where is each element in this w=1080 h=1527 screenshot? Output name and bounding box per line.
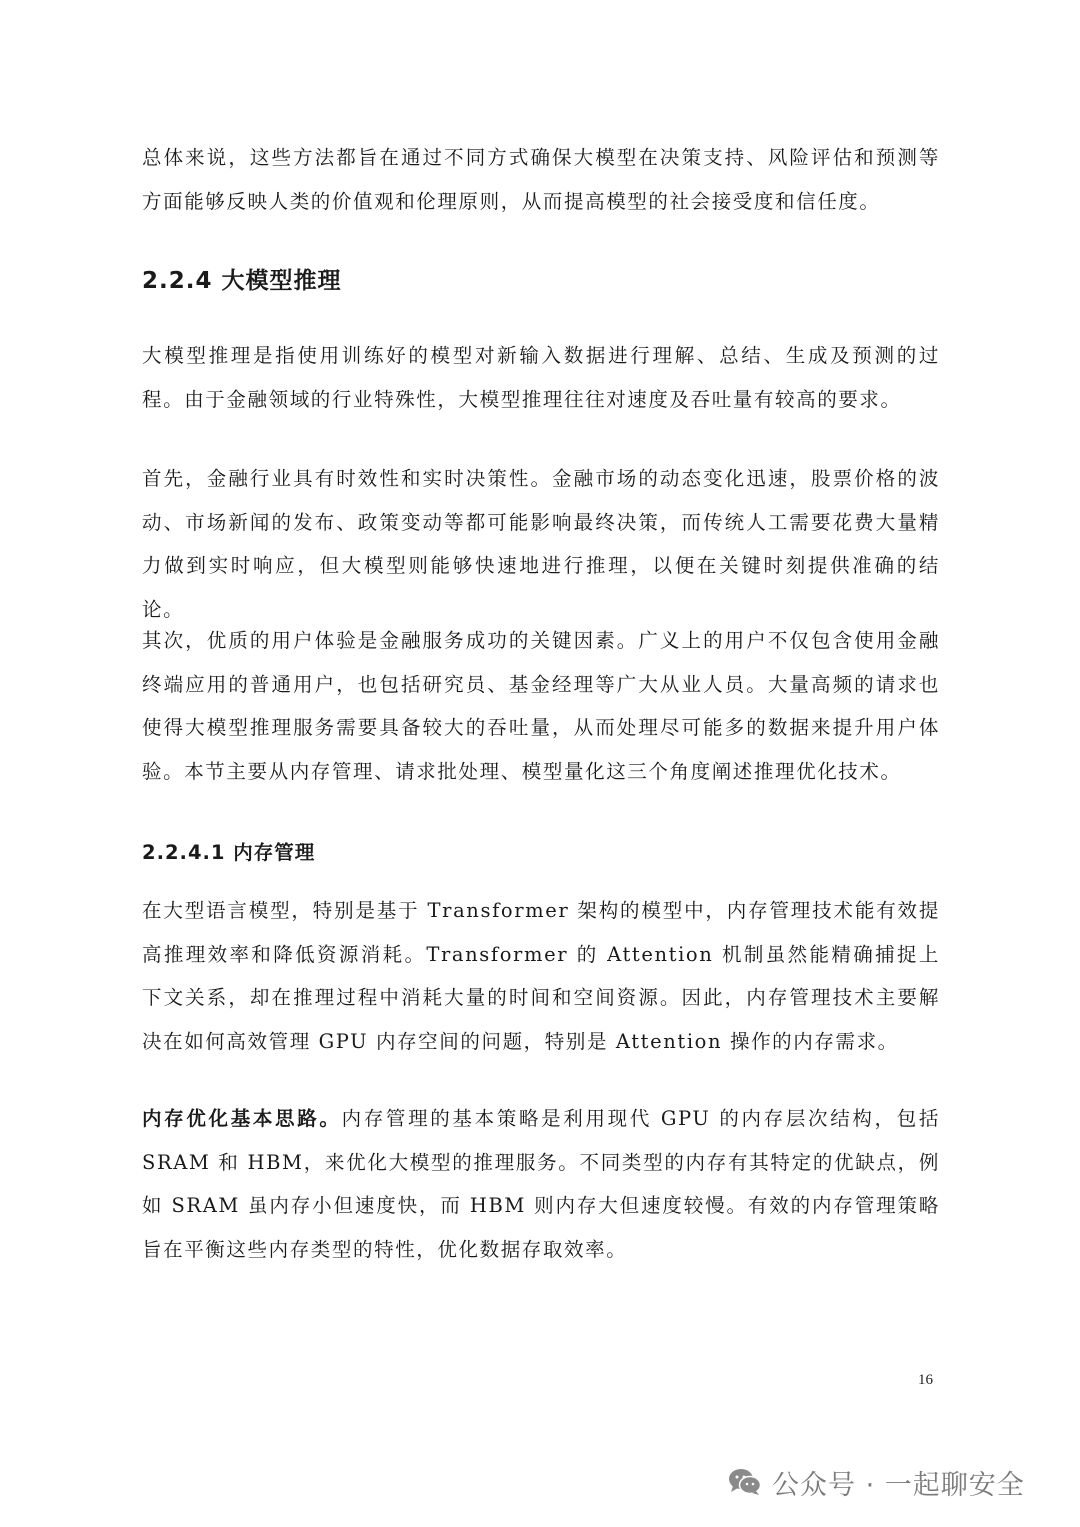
intro-paragraph: 总体来说，这些方法都旨在通过不同方式确保大模型在决策支持、风险评估和预测等方面能够反映人类的价值观和伦理原则，从而提高模型的社会接受度和信任度。 xyxy=(142,146,940,213)
paragraph-memory-optimization xyxy=(142,1097,940,1271)
paragraph-body: 内存管理的基本策略是利用现代 GPU 的内存层次结构，包括 SRAM 和 HBM，来优化大模型的推理服务。不同类型的内存有其特定的优缺点，例如 SRAM 虽内存小但速度快，而 HBM 则内存大但速度较慢。有效的内存管理策略旨在平衡这些内存类型的特性，优化数据存取效率。 xyxy=(142,1107,940,1261)
paragraph-inference-definition: 大模型推理是指使用训练好的模型对新输入数据进行理解、总结、生成及预测的过程。由于金融领域的行业特殊性，大模型推理往往对速度及吞吐量有较高的要求。 xyxy=(142,344,940,411)
paragraph-user-experience: 其次，优质的用户体验是金融服务成功的关键因素。广义上的用户不仅包含使用金融终端应用的普通用户，也包括研究员、基金经理等广大从业人员。大量高频的请求也使得大模型推理服务需要具备较大的吞吐量，从而处理尽可能多的数据来提升用户体验。本节主要从内存管理、请求批处理、模型量化这三个角度阐述推理优化技术。 xyxy=(142,629,940,783)
paragraph-memory-management: 在大型语言模型，特别是基于 Transformer 架构的模型中，内存管理技术能有效提高推理效率和降低资源消耗。Transformer 的 Attention 机制虽然能精确捕捉上下文关系，却在推理过程中消耗大量的时间和空间资源。因此，内存管理技术主要解决在如何高效管理 GPU 内存空间的问题，特别是 Attention 操作的内存需求。 xyxy=(142,899,940,1053)
section-heading: 2.2.4 大模型推理 xyxy=(142,268,342,294)
watermark xyxy=(728,1462,1025,1502)
wechat-icon xyxy=(728,1467,762,1497)
watermark-text: 公众号 · 一起聊安全 xyxy=(772,1469,1025,1501)
lead-phrase: 内存优化基本思路。 xyxy=(142,1107,342,1130)
subsection-heading: 2.2.4.1 内存管理 xyxy=(142,841,316,864)
paragraph-timeliness: 首先，金融行业具有时效性和实时决策性。金融市场的动态变化迅速，股票价格的波动、市场新闻的发布、政策变动等都可能影响最终决策，而传统人工需要花费大量精力做到实时响应，但大模型则能够快速地进行推理，以便在关键时刻提供准确的结论。 xyxy=(142,467,940,621)
page-number: 16 xyxy=(918,1372,933,1388)
